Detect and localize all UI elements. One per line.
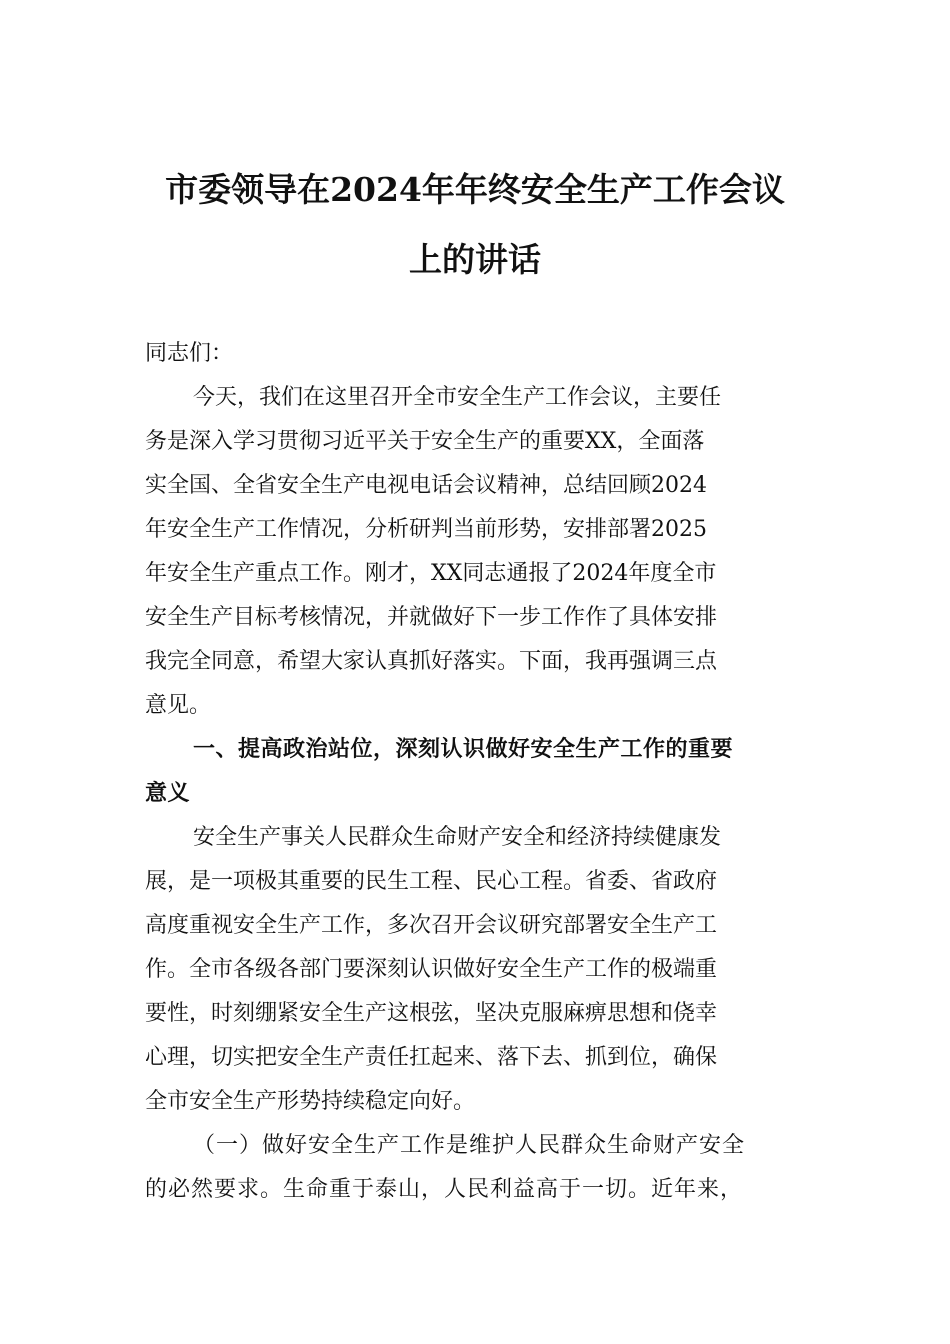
- section-heading-line: 一、提高政治站位，深刻认识做好安全生产工作的重要: [193, 737, 734, 762]
- salutation: [145, 332, 810, 376]
- intro-paragraph: [145, 376, 810, 728]
- intro-line: 年安全生产工作情况，分析研判当前形势，安排部署2025: [145, 517, 707, 542]
- section-body-line: 全市安全生产形势持续稳定向好。: [145, 1089, 476, 1114]
- document-title: [145, 155, 805, 295]
- subsection-line: 的必然要求。生命重于泰山，人民利益高于一切。近年来，: [145, 1177, 744, 1202]
- subsection-line: （一）做好安全生产工作是维护人民群众生命财产安全: [193, 1133, 746, 1158]
- intro-line: 我完全同意，希望大家认真抓好落实。下面，我再强调三点: [145, 649, 718, 674]
- title-line-2: 上的讲话: [409, 240, 541, 279]
- intro-line: 安全生产目标考核情况，并就做好下一步工作作了具体安排: [145, 605, 718, 630]
- subsection-1-paragraph: [145, 1124, 810, 1212]
- section-1-heading: [145, 728, 810, 816]
- salutation-line: 同志们：: [145, 341, 234, 366]
- document-body: [145, 332, 810, 1212]
- section-heading-line: 意义: [145, 781, 191, 806]
- intro-line: 务是深入学习贯彻习近平关于安全生产的重要XX，全面落: [145, 429, 705, 454]
- section-body-line: 要性，时刻绷紧安全生产这根弦，坚决克服麻痹思想和侥幸: [145, 1001, 718, 1026]
- section-body-line: 心理，切实把安全生产责任扛起来、落下去、抓到位，确保: [145, 1045, 718, 1070]
- intro-line: 意见。: [145, 693, 212, 718]
- title-line-1: 市委领导在2024年年终安全生产工作会议: [165, 170, 785, 209]
- section-body-line: 高度重视安全生产工作，多次召开会议研究部署安全生产工: [145, 913, 718, 938]
- intro-line: 今天，我们在这里召开全市安全生产工作会议，主要任: [193, 385, 722, 410]
- intro-line: 年安全生产重点工作。刚才，XX同志通报了2024年度全市: [145, 561, 717, 586]
- section-body-line: 展，是一项极其重要的民生工程、民心工程。省委、省政府: [145, 869, 718, 894]
- section-body-line: 安全生产事关人民群众生命财产安全和经济持续健康发: [193, 825, 722, 850]
- section-body-line: 作。全市各级各部门要深刻认识做好安全生产工作的极端重: [145, 957, 718, 982]
- section-1-paragraph: [145, 816, 810, 1124]
- intro-line: 实全国、全省安全生产电视电话会议精神，总结回顾2024: [145, 473, 707, 498]
